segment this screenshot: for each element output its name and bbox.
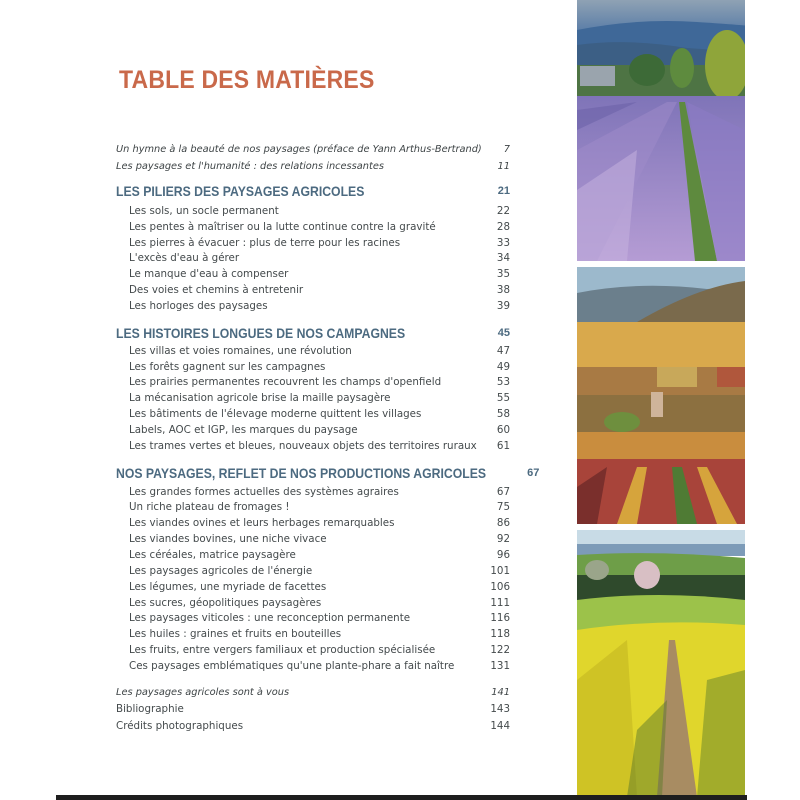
toc-entry[interactable]: [129, 499, 510, 515]
toc-entry-label: Le manque d'eau à compenser: [129, 268, 289, 280]
toc-entry[interactable]: [129, 266, 510, 282]
section-title: LES PILIERS DES PAYSAGES AGRICOLES: [116, 183, 365, 199]
toc-entry-label: Les sucres, géopolitiques paysagères: [129, 597, 322, 609]
toc-entry[interactable]: [129, 390, 510, 406]
toc-entry-preface[interactable]: [116, 141, 510, 157]
toc-entry-page: 28: [496, 221, 510, 233]
toc-entry-photo-credits[interactable]: [116, 718, 510, 734]
toc-entry[interactable]: [129, 515, 510, 531]
toc-entry-page: 116: [490, 612, 510, 624]
toc-entry[interactable]: [129, 343, 510, 359]
page-bottom-border: [56, 795, 747, 800]
toc-entry-label: La mécanisation agricole brise la maille paysagère: [129, 392, 391, 404]
toc-entry-page: 35: [496, 268, 510, 280]
toc-entry-page: 143: [490, 703, 510, 715]
toc-entry-page: 34: [496, 252, 510, 264]
toc-entry-page: 11: [497, 160, 510, 172]
toc-entry-page: 86: [496, 517, 510, 529]
section-page: 67: [527, 467, 540, 479]
toc-entry-label: Les paysages et l'humanité : des relations incessantes: [116, 160, 384, 172]
toc-entry-label: Des voies et chemins à entretenir: [129, 284, 304, 296]
toc-entry-label: Les viandes ovines et leurs herbages remarquables: [129, 517, 395, 529]
toc-entry-label: L'excès d'eau à gérer: [129, 252, 240, 264]
toc-section-heading[interactable]: [116, 463, 540, 483]
toc-entry-page: 96: [496, 549, 510, 561]
toc-entry-page: 58: [496, 408, 510, 420]
toc-entry[interactable]: [129, 422, 510, 438]
toc-entry-label: Les villas et voies romaines, une révolution: [129, 345, 352, 357]
toc-entry-label: Les paysages agricoles sont à vous: [116, 686, 290, 698]
toc-entry-label: Les légumes, une myriade de facettes: [129, 581, 327, 593]
toc-entry-closing[interactable]: [116, 684, 510, 700]
page-title: TABLE DES MATIÈRES: [119, 66, 375, 94]
lavender-field-photo: [577, 0, 745, 261]
toc-entry-label: Les pentes à maîtriser ou la lutte continue contre la gravité: [129, 221, 436, 233]
toc-entry-label: Les horloges des paysages: [129, 300, 268, 312]
toc-entry-label: Un hymne à la beauté de nos paysages (préface de Yann Arthus-Bertrand): [116, 143, 482, 155]
toc-entry-intro[interactable]: [116, 158, 510, 174]
toc-entry-page: 67: [496, 486, 510, 498]
toc-entry-page: 39: [496, 300, 510, 312]
toc-entry-label: Les céréales, matrice paysagère: [129, 549, 296, 561]
toc-entry[interactable]: [129, 298, 510, 314]
toc-entry-label: Ces paysages emblématiques qu'une plante-phare a fait naître: [129, 660, 455, 672]
toc-entry-page: 144: [490, 720, 510, 732]
toc-entry-page: 101: [490, 565, 510, 577]
toc-entry-page: 60: [496, 424, 510, 436]
toc-entry-page: 49: [496, 361, 510, 373]
toc-entry[interactable]: [129, 531, 510, 547]
section-title: NOS PAYSAGES, REFLET DE NOS PRODUCTIONS AGRICOLES: [116, 465, 487, 481]
vineyard-autumn-photo: [577, 267, 745, 524]
toc-entry-page: 75: [496, 501, 510, 513]
toc-entry-page: 61: [496, 440, 510, 452]
section-title: LES HISTOIRES LONGUES DE NOS CAMPAGNES: [116, 325, 406, 341]
toc-entry-page: 131: [490, 660, 510, 672]
toc-entry[interactable]: [129, 203, 510, 219]
toc-entry-label: Les grandes formes actuelles des systèmes agraires: [129, 486, 399, 498]
section-page: 45: [497, 327, 510, 339]
toc-entry[interactable]: [129, 282, 510, 298]
toc-section-heading[interactable]: [116, 181, 510, 201]
toc-entry-page: 47: [496, 345, 510, 357]
toc-entry-bibliography[interactable]: [116, 701, 510, 717]
toc-entry-page: 118: [490, 628, 510, 640]
toc-entry-label: Les trames vertes et bleues, nouveaux objets des territoires ruraux: [129, 440, 477, 452]
toc-entry-label: Les bâtiments de l'élevage moderne quittent les villages: [129, 408, 422, 420]
toc-entry-label: Les fruits, entre vergers familiaux et production spécialisée: [129, 644, 436, 656]
toc-entry-page: 111: [490, 597, 510, 609]
toc-entry-label: Les sols, un socle permanent: [129, 205, 279, 217]
toc-entry-label: Les pierres à évacuer : plus de terre pour les racines: [129, 237, 401, 249]
toc-entry-label: Crédits photographiques: [116, 720, 244, 732]
toc-entry-label: Les paysages viticoles : une reconception permanente: [129, 612, 411, 624]
toc-entry-label: Un riche plateau de fromages !: [129, 501, 290, 513]
toc-entry[interactable]: [129, 626, 510, 642]
toc-entry-page: 38: [496, 284, 510, 296]
toc-entry[interactable]: [129, 374, 510, 390]
toc-entry-label: Bibliographie: [116, 703, 184, 715]
toc-entry-label: Les viandes bovines, une niche vivace: [129, 533, 327, 545]
toc-entry-label: Labels, AOC et IGP, les marques du paysage: [129, 424, 358, 436]
toc-entry[interactable]: [129, 658, 510, 674]
toc-entry[interactable]: [129, 438, 510, 454]
toc-entry[interactable]: [129, 359, 510, 375]
section-page: 21: [497, 185, 510, 197]
toc-entry-label: Les forêts gagnent sur les campagnes: [129, 361, 326, 373]
toc-entry-label: Les huiles : graines et fruits en bouteilles: [129, 628, 342, 640]
toc-entry[interactable]: [129, 547, 510, 563]
toc-entry-page: 141: [491, 686, 510, 698]
toc-section-heading[interactable]: [116, 323, 510, 343]
toc-entry[interactable]: [129, 406, 510, 422]
toc-entry[interactable]: [129, 595, 510, 611]
toc-entry-page: 55: [496, 392, 510, 404]
toc-entry[interactable]: [129, 642, 510, 658]
rapeseed-field-photo: [577, 530, 745, 797]
toc-entry[interactable]: [129, 219, 510, 235]
toc-entry[interactable]: [129, 235, 510, 251]
toc-entry-page: 22: [496, 205, 510, 217]
toc-entry-page: 122: [490, 644, 510, 656]
toc-entry[interactable]: [129, 579, 510, 595]
toc-entry[interactable]: [129, 484, 510, 500]
toc-entry[interactable]: [129, 250, 510, 266]
toc-entry-page: 7: [503, 143, 510, 155]
toc-entry-label: Les prairies permanentes recouvrent les champs d'openfield: [129, 376, 442, 388]
toc-entry-page: 53: [496, 376, 510, 388]
toc-entry[interactable]: [129, 610, 510, 626]
toc-entry[interactable]: [129, 563, 510, 579]
toc-entry-page: 92: [496, 533, 510, 545]
toc-entry-page: 33: [496, 237, 510, 249]
toc-entry-page: 106: [490, 581, 510, 593]
toc-entry-label: Les paysages agricoles de l'énergie: [129, 565, 313, 577]
